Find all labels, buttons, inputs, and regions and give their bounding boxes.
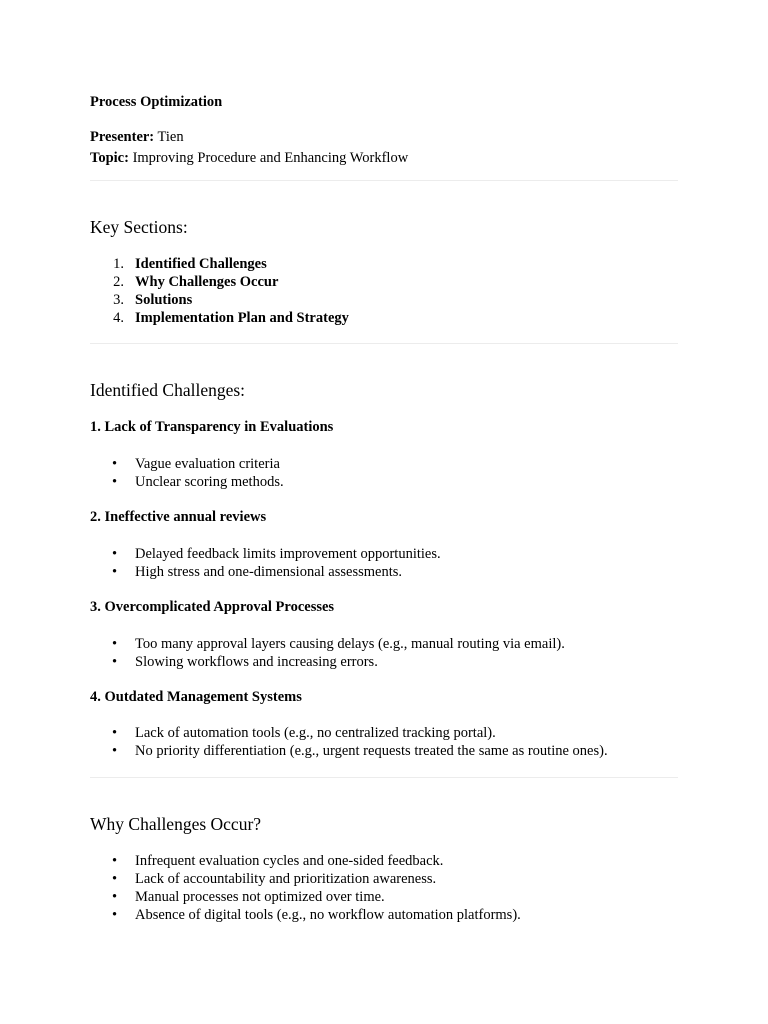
- document-title: Process Optimization: [90, 94, 223, 110]
- list-item: [90, 635, 565, 653]
- list-number: 1.: [113, 256, 124, 272]
- identified-challenges-heading: Identified Challenges:: [90, 380, 246, 400]
- list-item-text: Too many approval layers causing delays (e.g., manual routing via email).: [135, 636, 565, 652]
- list-item-text: Lack of automation tools (e.g., no centralized tracking portal).: [135, 725, 496, 741]
- list-item: [90, 724, 608, 742]
- list-item: [90, 742, 608, 760]
- list-item: [90, 545, 441, 563]
- list-item-text: Delayed feedback limits improvement opportunities.: [135, 546, 441, 562]
- challenge-title: 1. Lack of Transparency in Evaluations: [90, 419, 334, 435]
- presenter-value: Tien: [157, 129, 184, 145]
- bullet-glyph: •: [112, 907, 118, 923]
- list-item-text: Solutions: [135, 292, 193, 308]
- list-item-text: Why Challenges Occur: [135, 274, 279, 290]
- list-item-text: Infrequent evaluation cycles and one-sided feedback.: [135, 853, 444, 869]
- presenter-label: Presenter:: [90, 129, 155, 145]
- challenge-title: 3. Overcomplicated Approval Processes: [90, 599, 335, 615]
- list-item: [90, 870, 521, 888]
- list-item: [90, 653, 565, 671]
- bullet-glyph: •: [112, 743, 118, 759]
- list-number: 3.: [113, 292, 124, 308]
- bullet-glyph: •: [112, 564, 118, 580]
- topic-label: Topic:: [90, 150, 129, 166]
- bullet-list: [90, 635, 565, 671]
- bullet-list: [90, 724, 608, 760]
- challenge-title: 4. Outdated Management Systems: [90, 689, 302, 705]
- bullet-glyph: •: [112, 889, 118, 905]
- list-item-text: Slowing workflows and increasing errors.: [135, 654, 378, 670]
- list-item: [90, 309, 349, 327]
- list-item-text: Vague evaluation criteria: [135, 456, 280, 472]
- list-item: [90, 473, 284, 491]
- bullet-glyph: •: [112, 853, 118, 869]
- list-item: [90, 888, 521, 906]
- bullet-glyph: •: [112, 871, 118, 887]
- bullet-glyph: •: [112, 546, 118, 562]
- bullet-glyph: •: [112, 474, 118, 490]
- divider: [90, 777, 678, 778]
- bullet-glyph: •: [112, 725, 118, 741]
- presenter-line: [90, 129, 184, 146]
- bullet-list: [90, 455, 284, 491]
- topic-value: Improving Procedure and Enhancing Workflow: [132, 150, 409, 166]
- list-item: [90, 291, 349, 309]
- why-challenges-heading: Why Challenges Occur?: [90, 814, 262, 834]
- list-item: [90, 852, 521, 870]
- list-item: [90, 563, 441, 581]
- list-item-text: High stress and one-dimensional assessments.: [135, 564, 403, 580]
- key-sections-heading: Key Sections:: [90, 217, 188, 237]
- bullet-glyph: •: [112, 456, 118, 472]
- bullet-list: [90, 852, 521, 924]
- list-item-text: Implementation Plan and Strategy: [135, 310, 349, 326]
- bullet-glyph: •: [112, 636, 118, 652]
- key-sections-list: [90, 255, 349, 327]
- list-item-text: Lack of accountability and prioritization awareness.: [135, 871, 437, 887]
- challenge-title: 2. Ineffective annual reviews: [90, 509, 267, 525]
- list-item: [90, 906, 521, 924]
- divider: [90, 343, 678, 344]
- topic-line: [90, 150, 408, 167]
- list-item-text: No priority differentiation (e.g., urgent requests treated the same as routine ones).: [135, 743, 608, 759]
- bullet-list: [90, 545, 441, 581]
- divider: [90, 180, 678, 181]
- list-item-text: Identified Challenges: [135, 256, 267, 272]
- list-item-text: Absence of digital tools (e.g., no workflow automation platforms).: [135, 907, 521, 923]
- list-item-text: Unclear scoring methods.: [135, 474, 284, 490]
- list-item: [90, 255, 349, 273]
- list-number: 4.: [113, 310, 124, 326]
- list-number: 2.: [113, 274, 124, 290]
- list-item: [90, 273, 349, 291]
- list-item: [90, 455, 284, 473]
- list-item-text: Manual processes not optimized over time.: [135, 889, 385, 905]
- bullet-glyph: •: [112, 654, 118, 670]
